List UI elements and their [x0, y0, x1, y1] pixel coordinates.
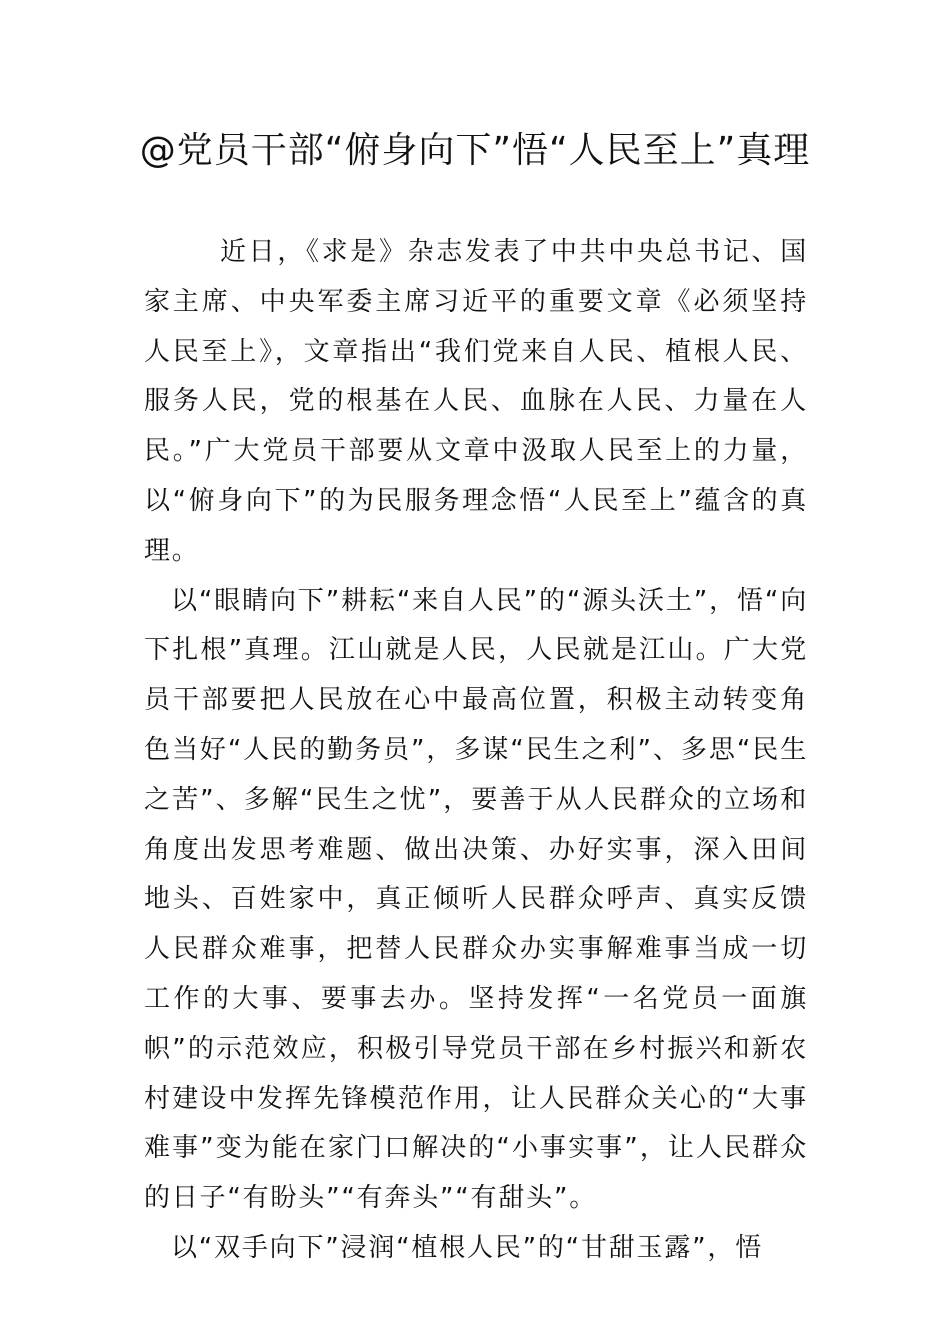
paragraph-eyes-downward: 以“眼睛向下”耕耘“来自人民”的“源头沃土”，悟“向下扎根”真理。江山就是人民，人民就是江山。广大党员干部要把人民放在心中最高位置，积极主动转变角色当好“人民的勤务员”，多谋“民生之利”、多思“民生之苦”、多解“民生之忧”，要善于从人民群众的立场和角度出发思考难题、做出决策、办好实事，深入田间地头、百姓家中，真正倾听人民群众呼声、真实反馈人民群众难事，把替人民群众办实事解难事当成一切工作的大事、要事去办。坚持发挥“一名党员一面旗帜”的示范效应，积极引导党员干部在乡村振兴和新农村建设中发挥先锋模范作用，让人民群众关心的“大事难事”变为能在家门口解决的“小事实事”，让人民群众的日子“有盼头”“有奔头”“有甜头”。	[144, 585, 808, 1214]
paragraph-hands-downward: 以“双手向下”浸润“植根人民”的“甘甜玉露”，悟	[171, 1232, 764, 1263]
paragraph-intro: 近日，《求是》杂志发表了中共中央总书记、国家主席、中央军委主席习近平的重要文章《必须坚持人民至上》，文章指出“我们党来自人民、植根人民、服务人民，党的根基在人民、血脉在人民、力量在人民。”广大党员干部要从文章中汲取人民至上的力量，以“俯身向下”的为民服务理念悟“人民至上”蕴含的真理。	[144, 237, 808, 566]
document-body	[144, 228, 808, 1274]
document-title: @党员干部“俯身向下”悟“人民至上”真理	[139, 130, 811, 171]
